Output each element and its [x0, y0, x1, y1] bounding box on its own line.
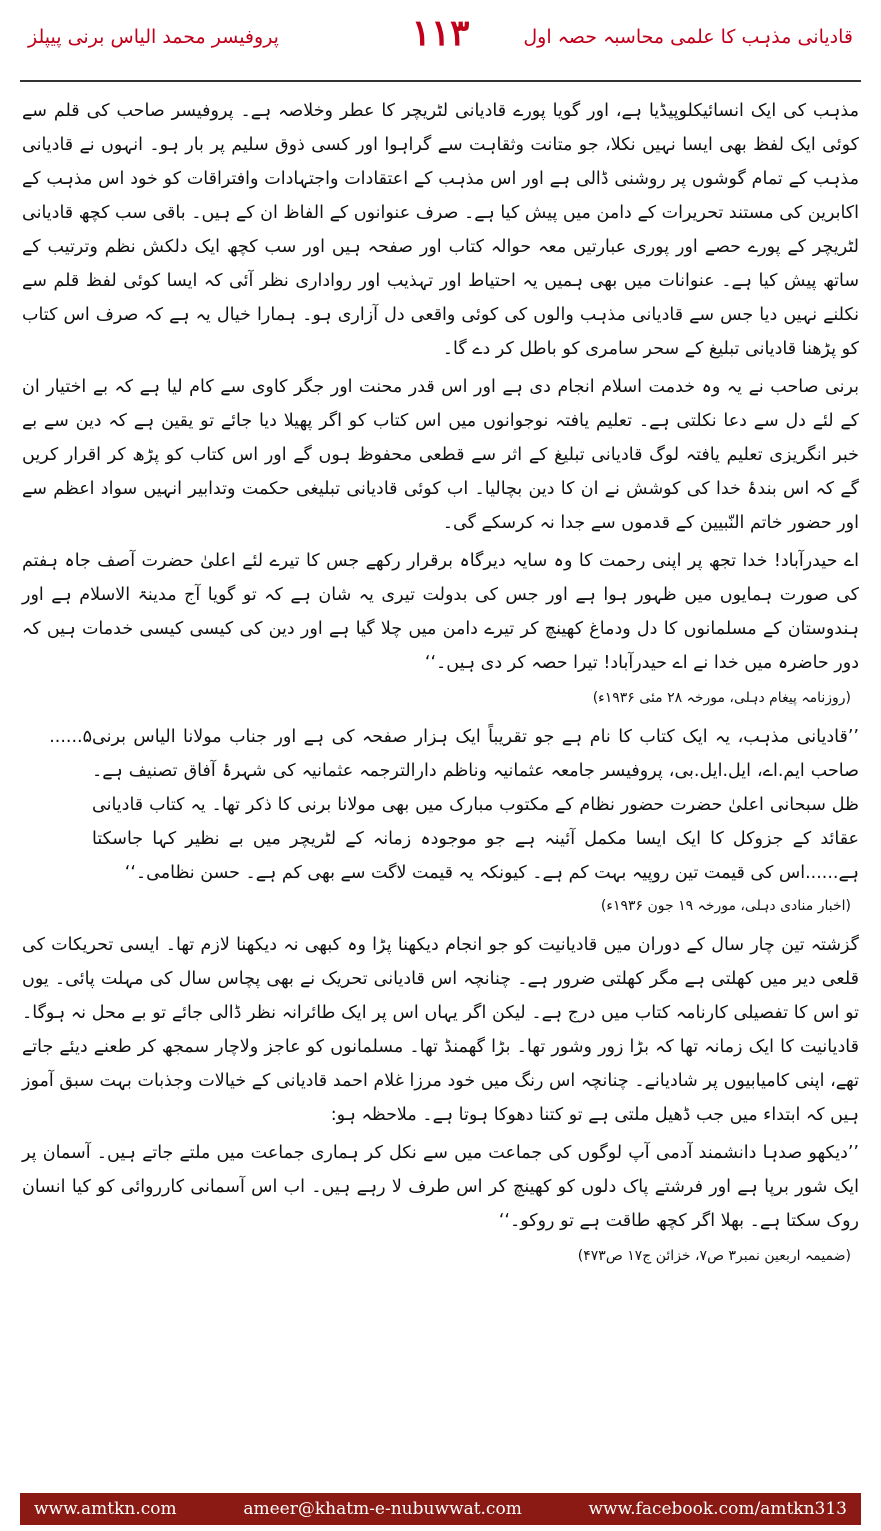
- header-book-title: قادیانی مذہب کا علمی محاسبہ حصہ اول: [523, 26, 853, 48]
- paragraph-4: ’’قادیانی مذہب، یہ ایک کتاب کا نام ہے جو تقریباً ایک ہزار صفحہ کی ہے اور جناب مولانا الیاس برنی صاحب ایم.اے، ایل.ایل.بی، پروفیسر جامعہ عثمانیہ وناظم دارالترجمہ عثمانیہ کی شہرۂ آفاق تصنیف ہے۔ ظل سبحانی اعلیٰ حضرت حضور نظام کے مکتوب مبارک میں بھی مولانا برنی کا ذکر تھا۔ یہ کتاب قادیانی عقائد کے جزوکل کا ایک ایسا مکمل آئینہ ہے جو موجودہ زمانہ کے لٹریچر میں بے نظیر کہا جاسکتا ہے......اس کی قیمت تین روپیہ بہت کم ہے۔ کیونکہ یہ قیمت لاگت سے بھی کم ہے۔ حسن نظامی۔‘‘: [92, 727, 859, 883]
- paragraph-2: برنی صاحب نے یہ وہ خدمت اسلام انجام دی ہے اور اس قدر محنت اور جگر کاوی سے کام لیا ہے کہ بے اختیار ان کے لئے دل سے دعا نکلتی ہے۔ تعلیم یافتہ نوجوانوں میں اس کتاب کو اگر پھیلا دیا جائے تو یقین ہے کہ دین سے بے خبر انگریزی تعلیم یافتہ لوگ قادیانی تبلیغ کے اثر سے قطعی محفوظ ہوں گے اور اس کتاب کو پڑھ کر اقرار کریں گے کہ اس بندۂ خدا کی کوشش نے ان کا دین بچالیا۔ اب کوئی قادیانی تبلیغی حکمت وتدابیر انہیں سواد اعظم سے اور حضور خاتم النّبیین کے قدموں سے جدا نہ کرسکے گی۔: [22, 377, 859, 533]
- footer-facebook-link[interactable]: www.facebook.com/amtkn313: [588, 1499, 847, 1519]
- paragraph-1: مذہب کی ایک انسائیکلوپیڈیا ہے، اور گویا پورے قادیانی لٹریچر کا عطر وخلاصہ ہے۔ پروفیسر صاحب کی قلم سے کوئی ایک لفظ بھی ایسا نہیں نکلا، جو متانت وثقاہت سے گراہوا اور کسی ذوق سلیم پر بار ہو۔ انہوں نے قادیانی مذہب کے تمام گوشوں پر روشنی ڈالی ہے اور اس مذہب کے اعتقادات واجتہادات وافتراقات کو خود اس مذہب کے اکابرین کی مستند تحریرات کے دامن میں پیش کیا ہے۔ صرف عنوانوں کے الفاظ ان کے ہیں۔ باقی سب کچھ قادیانی لٹریچر کے پورے حصے اور پوری عبارتیں معہ حوالہ کتاب اور صفحہ ہیں اور سب کچھ ایک دلکش نظم وترتیب کے ساتھ پیش کیا ہے۔ عنوانات میں بھی ہمیں یہ احتیاط اور تہذیب اور رواداری نظر آئی کہ ایسا کوئی لفظ قلم سے نکلنے نہیں دیا جس سے قادیانی مذہب والوں کی کوئی واقعی دل آزاری ہو۔ ہمارا خیال یہ ہے کہ صرف اس کتاب کو پڑھنا قادیانی تبلیغ کے سحر سامری کو باطل کر دے گا۔: [22, 101, 859, 359]
- header-author: پروفیسر محمد الیاس برنی پیپلز: [28, 26, 279, 48]
- source-citation-3: (ضمیمہ اربعین نمبر۳ ص۷، خزائن ج۱۷ ص۴۷۳): [577, 1248, 851, 1264]
- source-citation-2: (اخبار منادی دہلی، مورخہ ۱۹ جون ۱۹۳۶ء): [600, 898, 851, 914]
- paragraph-6: ’’دیکھو صدہا دانشمند آدمی آپ لوگوں کی جماعت میں سے نکل کر ہماری جماعت میں ملتے جاتے ہیں۔ آسمان پر ایک شور برپا ہے اور فرشتے پاک دلوں کو کھینچ کر اس طرف لا رہے ہیں۔ اب اس آسمانی کارروائی کو کیا انسان روک سکتا ہے۔ بھلا اگر کچھ طاقت ہے تو روکو۔‘‘: [22, 1143, 859, 1231]
- page-footer: [20, 1493, 861, 1525]
- numbered-item-5: [22, 720, 859, 890]
- page-body: [22, 94, 859, 1278]
- header-rule: [20, 80, 861, 82]
- paragraph-3: اے حیدرآباد! خدا تجھ پر اپنی رحمت کا وہ سایہ دیرگاہ برقرار رکھے جس کا تیرے لئے اعلیٰ حضرت آصف جاہ ہفتم کی صورت ہمایوں میں ظہور ہوا ہے اور جس کی بدولت تیری یہ شان ہے کہ تو گویا آج مدینۃ الاسلام ہے اور ہندوستان کے مسلمانوں کا دل ودماغ کھینچ کر تیرے دامن میں چلا گیا ہے اور دین کی کیسی کیسی خدمات ہیں کہ دور حاضرہ میں خدا نے اے حیدرآباد! تیرا حصہ کر دی ہیں۔‘‘: [22, 551, 859, 673]
- item-number: ۵......: [49, 727, 92, 747]
- paragraph-5: گزشتہ تین چار سال کے دوران میں قادیانیت کو جو انجام دیکھنا پڑا وہ کبھی نہ دیکھنا لازم تھا۔ ایسی تحریکات کی قلعی دیر میں کھلتی ہے مگر کھلتی ضرور ہے۔ چنانچہ اس قادیانی تحریک نے بھی پچاس سال کی مہلت پائی۔ یوں تو اس کا تفصیلی کارنامہ کتاب میں درج ہے۔ لیکن اگر یہاں اس پر ایک طائرانہ نظر ڈالی جائے تو بے محل نہ ہوگا۔ قادیانیت کا ایک زمانہ تھا کہ بڑا زور وشور تھا۔ بڑا گھمنڈ تھا۔ مسلمانوں کو عاجز ولاچار سمجھ کر طعنے دیئے جاتے تھے، اپنی کامیابیوں پر شادیانے۔ چنانچہ اس رنگ میں خود مرزا غلام احمد قادیانی کے خیالات وجذبات بہت سبق آموز ہیں کہ ابتداء میں جب ڈھیل ملتی ہے تو کتنا دھوکا ہوتا ہے۔ ملاحظہ ہو:: [22, 935, 859, 1125]
- source-citation-1: (روزنامہ پیغام دہلی، مورخہ ۲۸ مئی ۱۹۳۶ء): [592, 690, 851, 706]
- footer-email-link[interactable]: ameer@khatm-e-nubuwwat.com: [243, 1499, 522, 1519]
- page-number: ۱۱۳: [411, 12, 470, 54]
- page-header: [0, 0, 881, 80]
- footer-website-link[interactable]: www.amtkn.com: [34, 1499, 177, 1519]
